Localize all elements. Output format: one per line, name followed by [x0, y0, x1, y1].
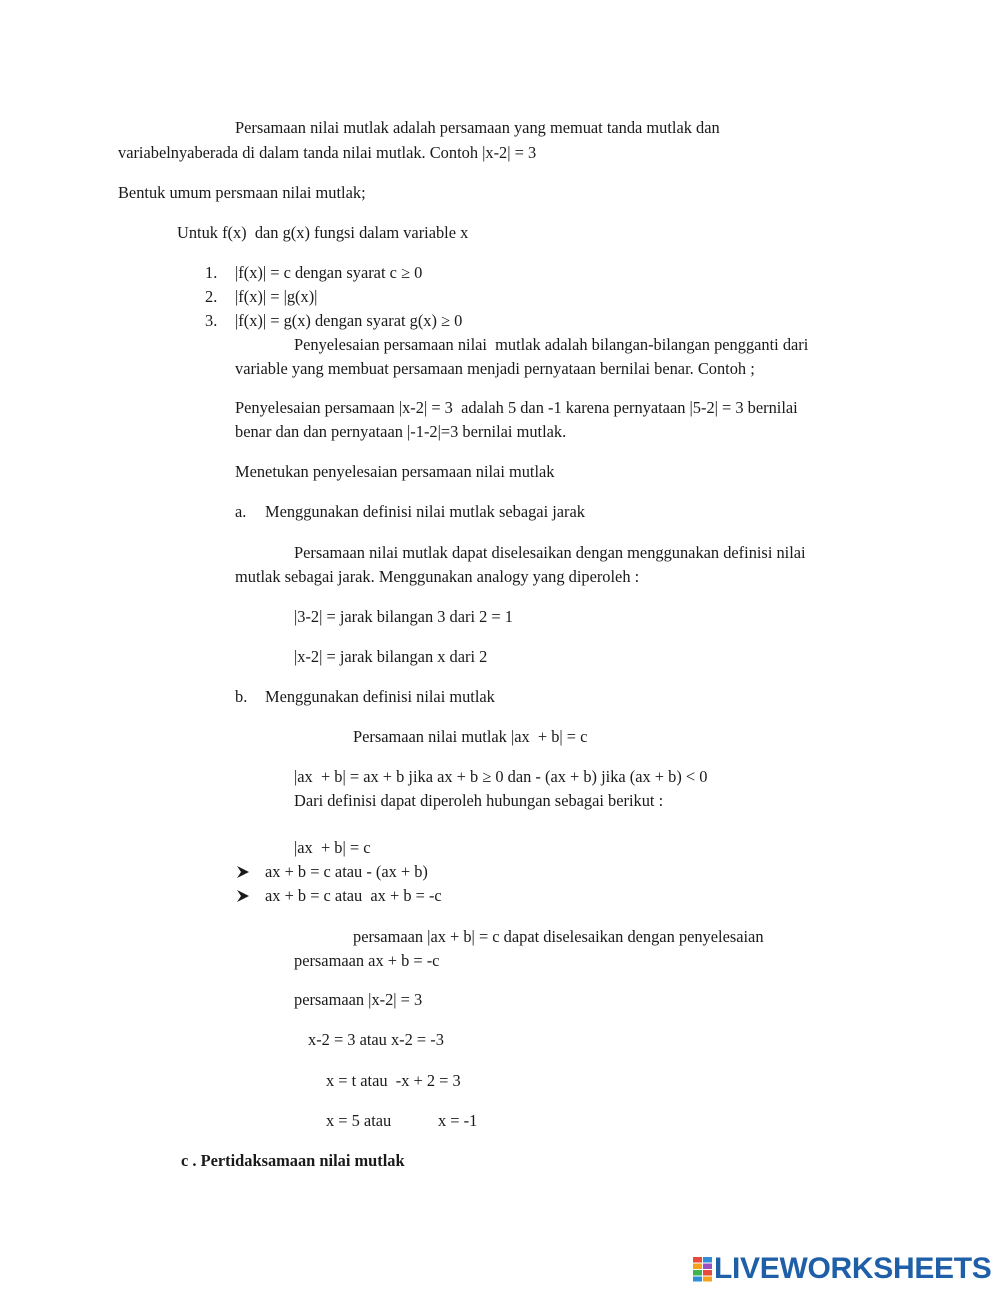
list-marker: 1.	[205, 263, 218, 282]
list-marker: 3.	[205, 311, 218, 330]
solve-line-2: persamaan ax + b = -c	[294, 951, 440, 970]
intro-line-1: Persamaan nilai mutlak adalah persamaan yang memuat tanda mutlak dan	[235, 118, 720, 137]
liveworksheets-logo[interactable]	[692, 1254, 992, 1284]
derive-line: Dari definisi dapat diperoleh hubungan sebagai berikut :	[294, 791, 664, 810]
item-a-marker: a.	[235, 502, 247, 521]
liveworksheets-logo-text: LIVEWORKSHEETS	[714, 1252, 992, 1285]
item-b-text: Menggunakan definisi nilai mutlak	[265, 687, 495, 706]
list-item: |f(x)| = g(x) dengan syarat g(x) ≥ 0	[235, 311, 463, 330]
arrow-bullet-icon	[236, 889, 250, 903]
step-1: x-2 = 3 atau x-2 = -3	[308, 1030, 444, 1049]
intro-line-2: variabelnyaberada di dalam tanda nilai mutlak. Contoh |x-2| = 3	[118, 143, 537, 162]
distance-example-1: |3-2| = jarak bilangan 3 dari 2 = 1	[294, 607, 513, 626]
solution-def-line-2: variable yang membuat persamaan menjadi pernyataan bernilai benar. Contoh ;	[235, 359, 755, 378]
list-item: |f(x)| = c dengan syarat c ≥ 0	[235, 263, 423, 282]
item-a-text: Menggunakan definisi nilai mutlak sebagai jarak	[265, 502, 585, 521]
distance-example-2: |x-2| = jarak bilangan x dari 2	[294, 647, 488, 666]
general-form-heading: Bentuk umum persmaan nilai mutlak;	[118, 183, 366, 202]
step-2: x = t atau -x + 2 = 3	[326, 1071, 461, 1090]
list-item: |f(x)| = |g(x)|	[235, 287, 318, 306]
distance-line-2: mutlak sebagai jarak. Menggunakan analogy yang diperoleh :	[235, 567, 640, 586]
arrow-bullet-icon	[236, 865, 250, 879]
solution-def-line-1: Penyelesaian persamaan nilai mutlak adalah bilangan-bilangan pengganti dari	[294, 335, 809, 354]
distance-line-1: Persamaan nilai mutlak dapat diselesaikan dengan menggunakan definisi nilai	[294, 543, 806, 562]
bullet-item: ax + b = c atau ax + b = -c	[265, 886, 442, 905]
bullet-item: ax + b = c atau - (ax + b)	[265, 862, 428, 881]
item-b-marker: b.	[235, 687, 248, 706]
equation-form: Persamaan nilai mutlak |ax + b| = c	[353, 727, 588, 746]
definition-line: |ax + b| = ax + b jika ax + b ≥ 0 dan - (ax + b) jika (ax + b) < 0	[294, 767, 708, 786]
determine-heading: Menetukan penyelesaian persamaan nilai mutlak	[235, 462, 555, 481]
example-line-1: Penyelesaian persamaan |x-2| = 3 adalah 5 dan -1 karena pernyataan |5-2| = 3 bernilai	[235, 398, 798, 417]
step-3a: x = 5 atau	[326, 1111, 392, 1130]
list-marker: 2.	[205, 287, 218, 306]
example-line-2: benar dan dan pernyataan |-1-2|=3 bernilai mutlak.	[235, 422, 567, 441]
section-c-heading: c . Pertidaksamaan nilai mutlak	[181, 1151, 405, 1170]
solve-line-1: persamaan |ax + b| = c dapat diselesaikan dengan penyelesaian	[353, 927, 764, 946]
step-3b: x = -1	[438, 1111, 478, 1130]
worked-equation: persamaan |x-2| = 3	[294, 990, 423, 1009]
abs-equation: |ax + b| = c	[294, 838, 371, 857]
liveworksheets-logo-icon	[692, 1256, 714, 1282]
for-functions-line: Untuk f(x) dan g(x) fungsi dalam variable x	[177, 223, 469, 242]
